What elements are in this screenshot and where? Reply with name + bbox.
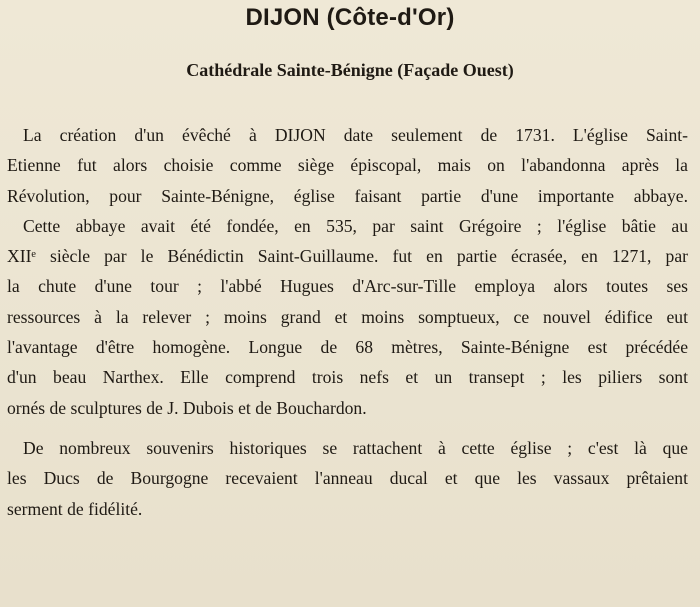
text-line: La création d'un évêché à DIJON date seulement de 1731. L'église Saint-: [23, 125, 688, 145]
paragraph-2: [7, 211, 688, 423]
text-line: Cette abbaye avait été fondée, en 535, par saint Grégoire ; l'église bâtie au: [23, 215, 688, 236]
paragraph-3: [7, 433, 688, 524]
text-line: la chute d'une tour ; l'abbé Hugues d'Arc-sur-Tille employa alors toutes ses: [7, 276, 688, 297]
document-body: [7, 120, 688, 524]
text-line: XIIᵉ siècle par le Bénédictin Saint-Guillaume. fut en partie écrasée, en 1271, par: [7, 246, 688, 267]
text-line: De nombreux souvenirs historiques se rattachent à cette église ; c'est là que: [23, 437, 688, 458]
text-line: ornés de sculptures de J. Dubois et de Bouchardon.: [7, 397, 367, 418]
document-title: DIJON (Côte-d'Or): [245, 4, 455, 31]
text-line: les Ducs de Bourgogne recevaient l'anneau ducal et que les vassaux prêtaient: [7, 468, 688, 489]
text-line: Révolution, pour Sainte-Bénigne, église faisant partie d'une importante abbaye.: [7, 185, 688, 206]
text-line: ressources à la relever ; moins grand et moins somptueux, ce nouvel édifice eut: [7, 306, 688, 327]
text-line: d'un beau Narthex. Elle comprend trois nefs et un transept ; les piliers sont: [7, 367, 688, 388]
text-line: l'avantage d'être homogène. Longue de 68 mètres, Sainte-Bénigne est précédée: [7, 337, 688, 358]
document-subtitle: Cathédrale Sainte-Bénigne (Façade Ouest): [186, 60, 514, 80]
text-line: serment de fidélité.: [7, 498, 143, 519]
paragraph-gap: [7, 423, 688, 433]
paragraph-1: [7, 120, 688, 211]
text-line: Etienne fut alors choisie comme siège épiscopal, mais on l'abandonna après la: [7, 155, 688, 176]
